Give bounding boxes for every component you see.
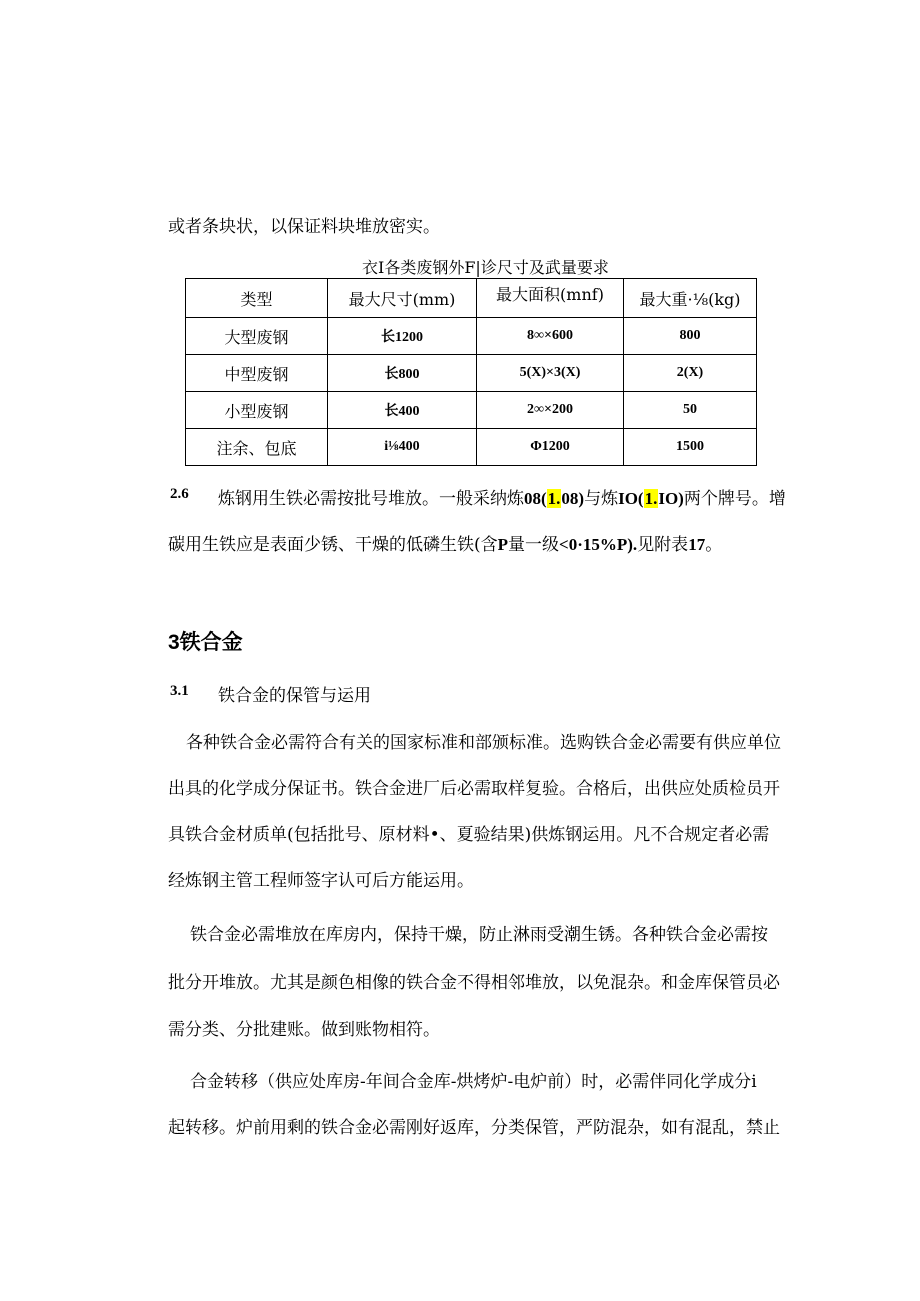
paragraph-1-line: 各种铁合金必需符合有关的国家标准和部颁标准。选购铁合金必需要有供应单位 [186,733,781,753]
text-run: <0·15%P). [559,535,638,554]
text-run: 17 [688,535,706,554]
text-run: IO( [618,489,644,508]
table-row [186,318,757,355]
table-row [186,429,757,466]
cell-type: 小型废钢 [186,392,328,429]
text-run: 08( [524,489,547,508]
heading-3: 3铁合金 [168,631,243,654]
cell-weight: 800 [624,318,757,355]
cell-weight: 2(X) [624,355,757,392]
cell-size: 长800 [328,355,477,392]
text-run: 08) [561,489,585,508]
cell-area: 5(X)×3(X) [477,355,624,392]
cell-area: 8∞×600 [477,318,624,355]
table-row [186,355,757,392]
cell-size: i⅛400 [328,429,477,466]
table-header-row [186,279,757,318]
header-max-area: 最大面积(mnf) [477,279,624,318]
highlight-2: 1. [644,489,658,508]
paragraph-3-line: 合金转移（供应处库房-年间合金库-烘烤炉-电炉前）时，必需伴同化学成分i [190,1072,757,1092]
intro-line: 或者条块状，以保证料块堆放密实。 [168,217,440,237]
text-run: 与炼 [584,489,619,509]
text-run: 炼钢用生铁必需按批号堆放。一般采纳炼 [218,489,524,509]
text-run: 量一级 [508,535,560,555]
cell-type: 大型废钢 [186,318,328,355]
cell-size: 长400 [328,392,477,429]
paragraph-3-line: 起转移。炉前用剩的铁合金必需刚好返库，分类保管，严防混杂，如有混乱，禁止 [168,1118,780,1138]
text-run: IO) [658,489,684,508]
section-2-6-line-2 [168,530,722,555]
section-2-6-number: 2.6 [170,486,189,502]
highlight-1: 1. [547,489,561,508]
paragraph-1-line: 出具的化学成分保证书。铁合金进厂后必需取样复验。合格后，出供应处质检员开 [168,779,780,799]
text-run: 见附表 [637,535,689,555]
section-3-1-title: 铁合金的保管与运用 [218,686,371,706]
section-2-6-line-1 [218,484,786,509]
cell-type: 注余、包底 [186,429,328,466]
paragraph-2-line: 需分类、分批建账。做到账物相符。 [168,1020,440,1040]
text-run: P [497,535,509,554]
text-run: 碳用生铁应是表面少锈、干燥的低磷生铁(含 [168,535,498,555]
cell-weight: 1500 [624,429,757,466]
cell-size: 长1200 [328,318,477,355]
header-type: 类型 [186,279,328,318]
header-max-weight: 最大重·⅛(kg) [624,279,757,318]
table-caption: 衣I各类废钢外F|诊尺寸及武量要求 [362,258,609,277]
cell-area: 2∞×200 [477,392,624,429]
header-max-size: 最大尺寸(mm) [328,279,477,318]
cell-weight: 50 [624,392,757,429]
text-run: 两个牌号。增 [683,489,786,509]
cell-area: Φ1200 [477,429,624,466]
paragraph-1-line: 经炼钢主管工程师签字认可后方能运用。 [168,871,474,891]
section-3-1-number: 3.1 [170,683,189,699]
cell-type: 中型废钢 [186,355,328,392]
text-run: 。 [705,535,723,555]
paragraph-2-line: 批分开堆放。尤其是颜色相像的铁合金不得相邻堆放，以免混杂。和金库保管员必 [168,973,780,993]
paragraph-2-line: 铁合金必需堆放在库房内，保持干燥，防止淋雨受潮生锈。各种铁合金必需按 [190,925,768,945]
table-row [186,392,757,429]
scrap-steel-table [185,278,757,466]
paragraph-1-line: 具铁合金材质单(包括批号、原材料•、夏验结果)供炼钢运用。凡不合规定者必需 [168,825,770,845]
